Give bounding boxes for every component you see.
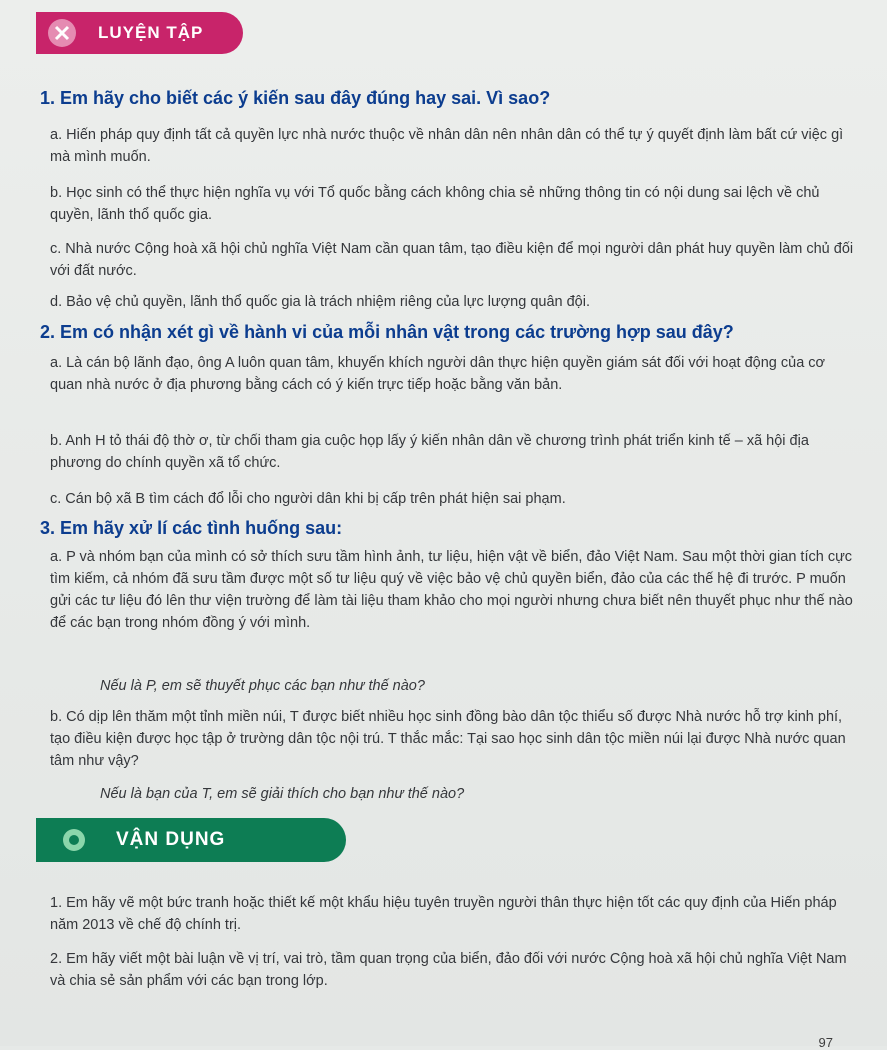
gear-icon xyxy=(58,824,90,856)
q3-item-a-question: Nếu là P, em sẽ thuyết phục các bạn như thế nào? xyxy=(100,678,425,694)
q3-item-b-question: Nếu là bạn của T, em sẽ giải thích cho bạn như thế nào? xyxy=(100,786,465,802)
q1-item-a: a. Hiến pháp quy định tất cả quyền lực nhà nước thuộc về nhân dân nên nhân dân có thể tự ý quyết định làm bất cứ việc gì mà mình muốn. xyxy=(50,127,844,165)
q2-item-c: c. Cán bộ xã B tìm cách đổ lỗi cho người dân khi bị cấp trên phát hiện sai phạm. xyxy=(50,491,566,507)
section-banner-van-dung xyxy=(36,818,346,862)
page-number: 97 xyxy=(818,1035,833,1050)
q3-item-b: b. Có dịp lên thăm một tỉnh miền núi, T được biết nhiều học sinh đồng bào dân tộc thiểu số được Nhà nước hỗ trợ kinh phí, tạo điều kiện được học tập ở trường dân tộc nội trú. T thắc mắc: Tại sao học sinh dân tộc miền núi lại được Nhà nước quan tâm như vậy? xyxy=(50,709,846,769)
q3-item-a: a. P và nhóm bạn của mình có sở thích sưu tầm hình ảnh, tư liệu, hiện vật về biển, đảo Việt Nam. Sau một thời gian tích cực tìm kiếm, cả nhóm đã sưu tầm được một số tư liệu quý về việc bảo vệ chủ quyền biển, đảo của các thế hệ đi trước. P muốn gửi các tư liệu đó lên thư viện trường để làm tài liệu tham khảo cho mọi người nhưng chưa biết nên thuyết phục như thế nào để các bạn trong nhóm đồng ý với mình. xyxy=(50,549,853,631)
question-1-title: 1. Em hãy cho biết các ý kiến sau đây đúng hay sai. Vì sao? xyxy=(40,88,551,108)
van-dung-item-2: 2. Em hãy viết một bài luận về vị trí, vai trò, tầm quan trọng của biển, đảo đối với nước Cộng hoà xã hội chủ nghĩa Việt Nam và chia sẻ sản phẩm với các bạn trong lớp. xyxy=(50,951,847,989)
cross-stitch-icon xyxy=(46,17,78,49)
q2-item-b: b. Anh H tỏ thái độ thờ ơ, từ chối tham gia cuộc họp lấy ý kiến nhân dân về chương trình phát triển kinh tế – xã hội địa phương do chính quyền xã tổ chức. xyxy=(50,433,809,471)
question-3-title: 3. Em hãy xử lí các tình huống sau: xyxy=(40,518,343,538)
q1-item-b: b. Học sinh có thể thực hiện nghĩa vụ với Tổ quốc bằng cách không chia sẻ những thông tin có nội dung sai lệch về chủ quyền, lãnh thổ quốc gia. xyxy=(50,185,820,223)
question-2-title: 2. Em có nhận xét gì về hành vi của mỗi nhân vật trong các trường hợp sau đây? xyxy=(40,322,734,342)
section-banner-luyen-tap xyxy=(36,12,243,54)
q1-item-c: c. Nhà nước Cộng hoà xã hội chủ nghĩa Việt Nam cần quan tâm, tạo điều kiện để mọi người dân phát huy quyền làm chủ đối với đất nước. xyxy=(50,241,854,279)
section-title: VẬN DỤNG xyxy=(116,829,226,850)
q1-item-d: d. Bảo vệ chủ quyền, lãnh thổ quốc gia là trách nhiệm riêng của lực lượng quân đội. xyxy=(50,294,590,310)
q2-item-a: a. Là cán bộ lãnh đạo, ông A luôn quan tâm, khuyến khích người dân thực hiện quyền giám sát đối với hoạt động của cơ quan nhà nước ở địa phương bằng cách có ý kiến trực tiếp hoặc bằng văn bản. xyxy=(50,355,826,393)
van-dung-item-1: 1. Em hãy vẽ một bức tranh hoặc thiết kế một khẩu hiệu tuyên truyền người thân thực hiện tốt các quy định của Hiến pháp năm 2013 về chế độ chính trị. xyxy=(50,895,837,933)
section-title: LUYỆN TẬP xyxy=(98,23,204,42)
